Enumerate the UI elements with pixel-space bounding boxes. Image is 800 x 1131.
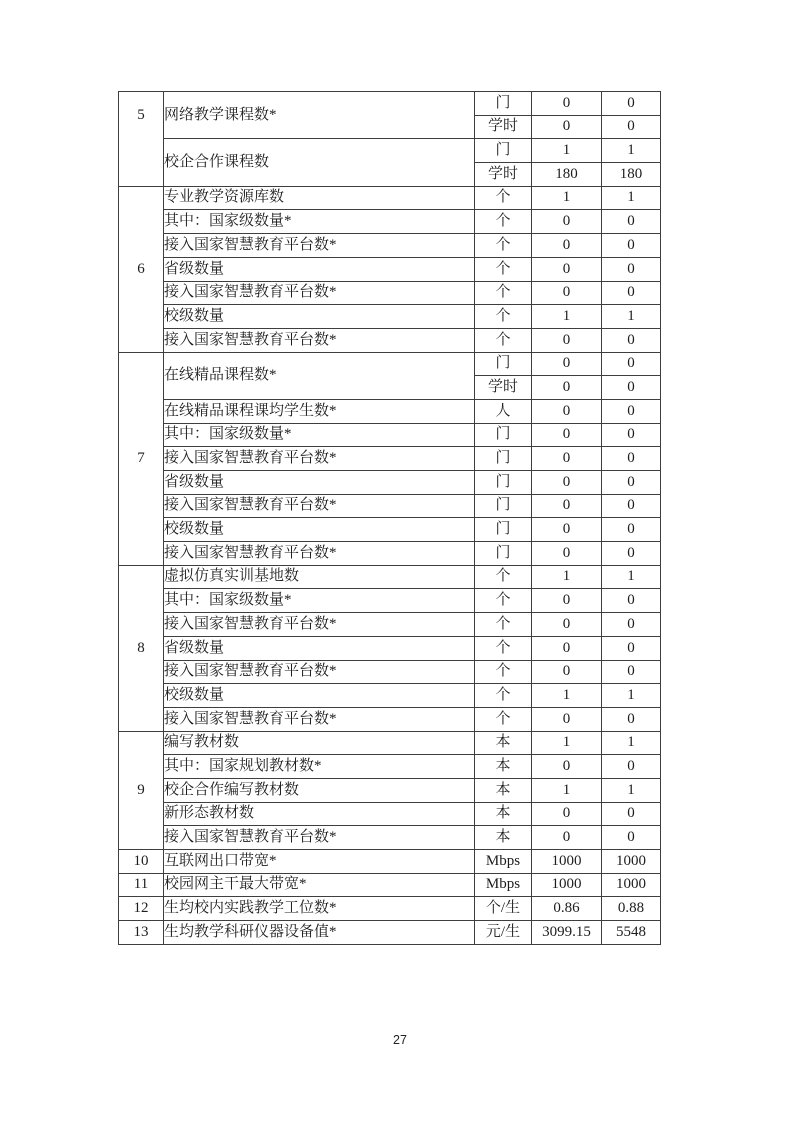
value-col2-cell: 0 xyxy=(602,660,661,684)
unit-cell: 门 xyxy=(475,518,532,542)
indicator-cell: 校级数量 xyxy=(164,305,475,329)
table-row xyxy=(119,755,661,779)
value-col1-cell: 0 xyxy=(532,613,602,637)
unit-cell: 学时 xyxy=(475,115,532,139)
value-col2-cell: 0 xyxy=(602,376,661,400)
value-col2-cell: 0 xyxy=(602,802,661,826)
value-col2-cell: 1 xyxy=(602,778,661,802)
value-col1-cell: 0 xyxy=(532,542,602,566)
table-row xyxy=(119,565,661,589)
indicator-cell: 校企合作课程数 xyxy=(164,139,475,186)
value-col2-cell: 0 xyxy=(602,447,661,471)
unit-cell: 个 xyxy=(475,707,532,731)
value-col1-cell: 0 xyxy=(532,115,602,139)
indicator-cell: 接入国家智慧教育平台数* xyxy=(164,447,475,471)
value-col2-cell: 1 xyxy=(602,186,661,210)
value-col1-cell: 0 xyxy=(532,447,602,471)
value-col1-cell: 0 xyxy=(532,707,602,731)
table-row xyxy=(119,707,661,731)
unit-cell: 个 xyxy=(475,186,532,210)
indicator-table xyxy=(118,91,661,945)
value-col1-cell: 0 xyxy=(532,589,602,613)
indicator-cell: 接入国家智慧教育平台数* xyxy=(164,542,475,566)
indicator-cell: 接入国家智慧教育平台数* xyxy=(164,234,475,258)
value-col2-cell: 0 xyxy=(602,92,661,116)
value-col1-cell: 1 xyxy=(532,731,602,755)
indicator-cell: 接入国家智慧教育平台数* xyxy=(164,613,475,637)
table-row xyxy=(119,471,661,495)
indicator-cell: 生均校内实践教学工位数* xyxy=(164,897,475,921)
value-col2-cell: 1 xyxy=(602,305,661,329)
unit-cell: 个 xyxy=(475,257,532,281)
row-number-cell: 12 xyxy=(119,897,164,921)
indicator-cell: 接入国家智慧教育平台数* xyxy=(164,328,475,352)
table-row xyxy=(119,352,661,376)
indicator-cell: 校级数量 xyxy=(164,518,475,542)
unit-cell: 学时 xyxy=(475,376,532,400)
value-col1-cell: 1000 xyxy=(532,873,602,897)
table-row xyxy=(119,636,661,660)
value-col1-cell: 0 xyxy=(532,660,602,684)
unit-cell: 个 xyxy=(475,565,532,589)
table-row xyxy=(119,826,661,850)
table-row xyxy=(119,518,661,542)
indicator-cell: 新形态教材数 xyxy=(164,802,475,826)
unit-cell: 本 xyxy=(475,802,532,826)
unit-cell: 门 xyxy=(475,494,532,518)
value-col1-cell: 1 xyxy=(532,684,602,708)
value-col1-cell: 0.86 xyxy=(532,897,602,921)
indicator-cell: 在线精品课程课均学生数* xyxy=(164,399,475,423)
value-col1-cell: 0 xyxy=(532,281,602,305)
table-row xyxy=(119,850,661,874)
table-row xyxy=(119,257,661,281)
table-row xyxy=(119,660,661,684)
value-col1-cell: 1 xyxy=(532,565,602,589)
value-col2-cell: 0 xyxy=(602,210,661,234)
indicator-cell: 其中：国家规划教材数* xyxy=(164,755,475,779)
value-col1-cell: 0 xyxy=(532,518,602,542)
table-row xyxy=(119,802,661,826)
value-col1-cell: 1 xyxy=(532,305,602,329)
unit-cell: 门 xyxy=(475,471,532,495)
indicator-cell: 在线精品课程数* xyxy=(164,352,475,399)
table-row xyxy=(119,328,661,352)
unit-cell: 本 xyxy=(475,826,532,850)
value-col1-cell: 0 xyxy=(532,636,602,660)
value-col1-cell: 1000 xyxy=(532,850,602,874)
value-col2-cell: 0 xyxy=(602,471,661,495)
row-number-cell: 11 xyxy=(119,873,164,897)
table-row xyxy=(119,589,661,613)
value-col2-cell: 0 xyxy=(602,636,661,660)
value-col2-cell: 0 xyxy=(602,494,661,518)
unit-cell: 门 xyxy=(475,542,532,566)
table-row xyxy=(119,778,661,802)
indicator-cell: 其中：国家级数量* xyxy=(164,589,475,613)
row-number-cell xyxy=(119,92,164,187)
value-col2-cell: 180 xyxy=(602,163,661,187)
value-col2-cell: 1 xyxy=(602,731,661,755)
table-row xyxy=(119,305,661,329)
row-number-cell: 9 xyxy=(119,731,164,849)
value-col2-cell: 0.88 xyxy=(602,897,661,921)
value-col2-cell: 0 xyxy=(602,755,661,779)
indicator-cell: 接入国家智慧教育平台数* xyxy=(164,281,475,305)
value-col1-cell: 0 xyxy=(532,826,602,850)
value-col1-cell: 0 xyxy=(532,802,602,826)
table-row xyxy=(119,423,661,447)
value-col1-cell: 180 xyxy=(532,163,602,187)
table-row xyxy=(119,234,661,258)
value-col2-cell: 0 xyxy=(602,826,661,850)
value-col2-cell: 1 xyxy=(602,684,661,708)
unit-cell: 个 xyxy=(475,613,532,637)
unit-cell: 个 xyxy=(475,636,532,660)
unit-cell: 个 xyxy=(475,328,532,352)
table-row xyxy=(119,613,661,637)
unit-cell: Mbps xyxy=(475,873,532,897)
value-col1-cell: 0 xyxy=(532,257,602,281)
unit-cell: 门 xyxy=(475,139,532,163)
unit-cell: 个 xyxy=(475,684,532,708)
value-col2-cell: 0 xyxy=(602,399,661,423)
table-row xyxy=(119,921,661,945)
unit-cell: 个/生 xyxy=(475,897,532,921)
value-col2-cell: 0 xyxy=(602,589,661,613)
unit-cell: 个 xyxy=(475,660,532,684)
unit-cell: 本 xyxy=(475,731,532,755)
unit-cell: 本 xyxy=(475,778,532,802)
unit-cell: 个 xyxy=(475,305,532,329)
unit-cell: 元/生 xyxy=(475,921,532,945)
value-col2-cell: 0 xyxy=(602,423,661,447)
table-row xyxy=(119,494,661,518)
value-col1-cell: 0 xyxy=(532,399,602,423)
value-col2-cell: 1000 xyxy=(602,850,661,874)
unit-cell: 学时 xyxy=(475,163,532,187)
value-col1-cell: 0 xyxy=(532,210,602,234)
row-number-cell: 8 xyxy=(119,565,164,731)
value-col2-cell: 0 xyxy=(602,281,661,305)
indicator-cell: 其中：国家级数量* xyxy=(164,423,475,447)
unit-cell: Mbps xyxy=(475,850,532,874)
indicator-cell: 编写教材数 xyxy=(164,731,475,755)
row-number: 5 xyxy=(137,106,145,123)
table-row xyxy=(119,897,661,921)
indicator-cell: 互联网出口带宽* xyxy=(164,850,475,874)
value-col2-cell: 0 xyxy=(602,542,661,566)
value-col2-cell: 1 xyxy=(602,139,661,163)
table-row xyxy=(119,139,661,163)
value-col1-cell: 0 xyxy=(532,423,602,447)
indicator-cell: 省级数量 xyxy=(164,257,475,281)
indicator-cell: 接入国家智慧教育平台数* xyxy=(164,826,475,850)
unit-cell: 门 xyxy=(475,352,532,376)
table-row xyxy=(119,92,661,116)
indicator-cell: 省级数量 xyxy=(164,471,475,495)
unit-cell: 个 xyxy=(475,234,532,258)
value-col2-cell: 5548 xyxy=(602,921,661,945)
table-row xyxy=(119,684,661,708)
unit-cell: 个 xyxy=(475,281,532,305)
unit-cell: 个 xyxy=(475,210,532,234)
value-col1-cell: 0 xyxy=(532,234,602,258)
table-row xyxy=(119,873,661,897)
indicator-cell: 校企合作编写教材数 xyxy=(164,778,475,802)
row-number-cell: 10 xyxy=(119,850,164,874)
unit-cell: 个 xyxy=(475,589,532,613)
table-row xyxy=(119,731,661,755)
indicator-cell: 生均教学科研仪器设备值* xyxy=(164,921,475,945)
indicator-cell: 接入国家智慧教育平台数* xyxy=(164,494,475,518)
value-col2-cell: 0 xyxy=(602,234,661,258)
row-number-cell: 13 xyxy=(119,921,164,945)
value-col1-cell: 0 xyxy=(532,376,602,400)
value-col1-cell: 1 xyxy=(532,139,602,163)
indicator-cell: 校园网主干最大带宽* xyxy=(164,873,475,897)
indicator-cell: 校级数量 xyxy=(164,684,475,708)
value-col2-cell: 1000 xyxy=(602,873,661,897)
table-row xyxy=(119,186,661,210)
unit-cell: 人 xyxy=(475,399,532,423)
table-row xyxy=(119,542,661,566)
indicator-cell: 接入国家智慧教育平台数* xyxy=(164,707,475,731)
value-col2-cell: 0 xyxy=(602,707,661,731)
value-col1-cell: 0 xyxy=(532,494,602,518)
value-col1-cell: 1 xyxy=(532,186,602,210)
table-row xyxy=(119,399,661,423)
indicator-cell: 虚拟仿真实训基地数 xyxy=(164,565,475,589)
row-number-cell: 6 xyxy=(119,186,164,352)
value-col2-cell: 1 xyxy=(602,565,661,589)
value-col2-cell: 0 xyxy=(602,257,661,281)
value-col1-cell: 1 xyxy=(532,778,602,802)
value-col1-cell: 0 xyxy=(532,328,602,352)
indicator-cell: 其中：国家级数量* xyxy=(164,210,475,234)
value-col2-cell: 0 xyxy=(602,115,661,139)
unit-cell: 门 xyxy=(475,447,532,471)
indicator-cell: 网络教学课程数* xyxy=(164,92,475,139)
value-col2-cell: 0 xyxy=(602,352,661,376)
unit-cell: 本 xyxy=(475,755,532,779)
indicator-cell: 专业教学资源库数 xyxy=(164,186,475,210)
table-row xyxy=(119,281,661,305)
table-row xyxy=(119,447,661,471)
value-col1-cell: 0 xyxy=(532,92,602,116)
value-col1-cell: 0 xyxy=(532,352,602,376)
value-col1-cell: 0 xyxy=(532,471,602,495)
unit-cell: 门 xyxy=(475,92,532,116)
value-col2-cell: 0 xyxy=(602,518,661,542)
unit-cell: 门 xyxy=(475,423,532,447)
indicator-cell: 省级数量 xyxy=(164,636,475,660)
value-col2-cell: 0 xyxy=(602,328,661,352)
value-col1-cell: 0 xyxy=(532,755,602,779)
table-row xyxy=(119,210,661,234)
row-number-cell: 7 xyxy=(119,352,164,565)
page-number: 27 xyxy=(393,1033,407,1047)
value-col2-cell: 0 xyxy=(602,613,661,637)
value-col1-cell: 3099.15 xyxy=(532,921,602,945)
indicator-cell: 接入国家智慧教育平台数* xyxy=(164,660,475,684)
